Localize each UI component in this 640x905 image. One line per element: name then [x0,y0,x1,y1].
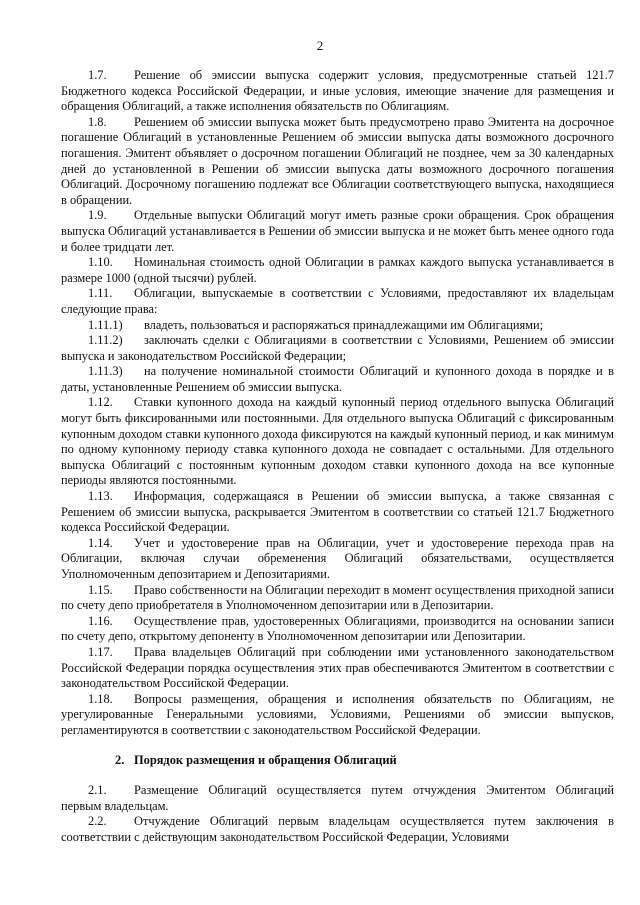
paragraph-number: 1.9. [88,208,107,223]
paragraph-number: 1.17. [88,644,113,659]
paragraph-1-11-3 [61,364,614,395]
paragraph-number: 2.2. [88,814,107,829]
paragraph-text: Права владельцев Облигаций при соблюдении ими установленного законодательством Российской Федерации порядка осуществления этих прав обеспечиваются Эмитентом в соответствии с законодательством Российской Федерации. [61,644,614,691]
paragraph-1-14 [61,536,614,583]
paragraph-text: Номинальная стоимость одной Облигации в рамках каждого выпуска устанавливается в размере 1000 (одной тысячи) рублей. [61,255,614,285]
paragraph-text: Учет и удостоверение прав на Облигации, учет и удостоверение перехода прав на Облигации, включая случаи обременения Облигаций обязательствами, осуществляется Уполномоченным депозитарием и Депозитариями. [61,535,614,581]
paragraph-text: на получение номинальной стоимости Облигаций и купонного дохода в порядке и в даты, установленные Решением об эмиссии выпуска. [61,364,614,394]
paragraph-1-11 [61,286,614,317]
paragraph-number: 1.12. [88,395,113,410]
paragraph-text: Ставки купонного дохода на каждый купонный период отдельного выпуска Облигаций могут быть фиксированными или постоянными. Для отдельного выпуска Облигаций с фиксированным купонным доходом ставки купонного дохода фиксируются на каждый купонный период, и как минимум по одному купонному периоду ставка купонного дохода не совпадает с остальными. Для отдельного выпуска Облигаций с постоянным купонным доходом ставки купонного дохода на все купонные периоды являются постоянными. [61,395,614,488]
paragraph-text: Отчуждение Облигаций первым владельцам осуществляется путем заключения в соответствии с действующим законодательством Российской Федерации, Условиями [61,814,614,844]
paragraph-text: Решением об эмиссии выпуска может быть предусмотрено право Эмитента на досрочное погашение Облигаций в установленные Решением об эмиссии выпуска даты возможного досрочного погашения. Эмитент объявляет о досрочном погашении Облигаций не позднее, чем за 30 календарных дней до установленной в Решении об эмиссии выпуска даты возможного досрочного погашения Облигаций. Досрочному погашению подлежат все Облигации соответствующего выпуска, находящиеся в обращении. [61,114,614,207]
section-title: Порядок размещения и обращения Облигаций [134,752,397,767]
paragraph-number: 1.11.3) [88,364,123,379]
paragraph-text: Вопросы размещения, обращения и исполнения обязательств по Облигациям, не урегулированные Генеральными условиями, Условиями, Решениями об эмиссии выпусков, регламентируются в соответствии с законодательством Российской Федерации. [61,691,614,737]
paragraph-1-16 [61,614,614,645]
paragraph-text: Информация, содержащаяся в Решении об эмиссии выпуска, а также связанная с Решением об эмиссии выпуска, раскрывается Эмитентом в соответствии со статьей 121.7 Бюджетного кодекса Российской Федерации. [61,489,614,535]
paragraph-1-12 [61,395,614,489]
paragraph-number: 1.15. [88,582,113,597]
paragraph-text: Решение об эмиссии выпуска содержит условия, предусмотренные статьей 121.7 Бюджетного кодекса Российской Федерации, и иные условия, имеющие значение для размещения и обращения Облигаций, а также исполнения обязательств по Облигациям. [61,68,614,114]
paragraph-1-10 [61,255,614,286]
paragraph-number: 1.10. [88,255,113,270]
paragraph-2-2 [61,814,614,845]
paragraph-text: Право собственности на Облигации переходит в момент осуществления приходной записи по счету депо приобретателя в Уполномоченном депозитарии или в Депозитарии. [61,582,614,613]
section-2-heading [61,753,614,769]
paragraph-1-11-1 [61,318,614,334]
section-2-paragraphs [61,783,614,845]
paragraph-text: Размещение Облигаций осуществляется путем отчуждения Эмитентом Облигаций первым владельцам. [61,783,614,813]
paragraph-1-13 [61,489,614,536]
paragraph-1-15 [61,583,614,614]
paragraph-1-17 [61,645,614,692]
paragraph-1-7 [61,68,614,115]
paragraph-number: 1.16. [88,613,113,628]
paragraph-1-18 [61,692,614,739]
paragraph-number: 2.1. [88,783,107,798]
section-1-paragraphs [61,68,614,739]
paragraph-number: 1.18. [88,691,113,706]
paragraph-number: 1.7. [88,68,107,82]
section-number: 2. [115,752,125,767]
paragraph-text: заключать сделки с Облигациями в соответствии с Условиями, Решением об эмиссии выпуска и законодательством Российской Федерации; [61,333,614,363]
paragraph-number: 1.8. [88,114,107,129]
paragraph-1-9 [61,208,614,255]
paragraph-text: владеть, пользоваться и распоряжаться принадлежащими им Облигациями; [144,317,544,332]
paragraph-2-1 [61,783,614,814]
paragraph-number: 1.14. [88,535,113,550]
paragraph-text: Осуществление прав, удостоверенных Облигациями, производится на основании записи по счету депо, открытому депоненту в Уполномоченном депозитарии или Депозитарии. [61,613,614,644]
page-number: 2 [316,38,324,53]
paragraph-number: 1.11. [88,286,113,301]
paragraph-number: 1.13. [88,489,113,504]
document-body [61,68,614,846]
paragraph-1-11-2 [61,333,614,364]
paragraph-1-8 [61,115,614,209]
paragraph-number: 1.11.2) [88,333,123,348]
paragraph-number: 1.11.1) [88,317,123,332]
paragraph-text: Облигации, выпускаемые в соответствии с Условиями, предоставляют их владельцам следующие права: [61,286,614,316]
paragraph-text: Отдельные выпуски Облигаций могут иметь разные сроки обращения. Срок обращения выпуска Облигаций устанавливается в Решении об эмиссии выпуска и не может быть менее одного года и более тридцати лет. [61,208,614,254]
